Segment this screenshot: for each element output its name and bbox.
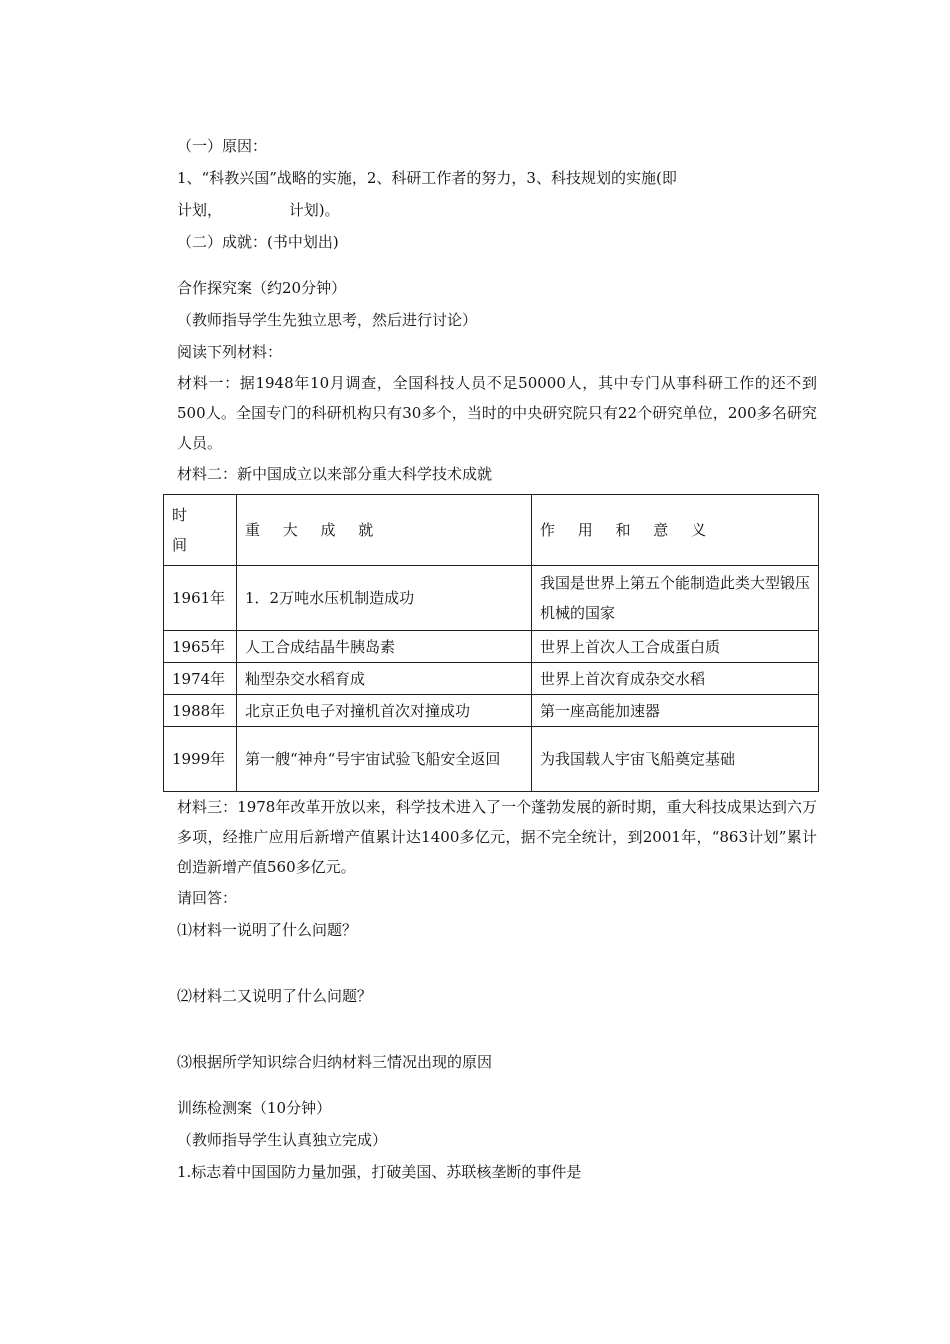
read-prompt: 阅读下列材料： bbox=[177, 343, 283, 361]
cell-achievement: 第一艘“神舟“号宇宙试验飞船安全返回 bbox=[237, 727, 532, 792]
cell-achievement: 籼型杂交水稻育成 bbox=[237, 663, 532, 695]
training-instruction: （教师指导学生认真独立完成） bbox=[177, 1131, 388, 1149]
achievements-table bbox=[163, 494, 819, 792]
cell-achievement: 北京正负电子对撞机首次对撞成功 bbox=[237, 695, 532, 727]
cell-significance: 世界上首次人工合成蛋白质 bbox=[532, 631, 819, 663]
training-title: 训练检测案（10分钟） bbox=[177, 1099, 332, 1117]
cell-significance: 我国是世界上第五个能制造此类大型锻压机械的国家 bbox=[532, 566, 819, 631]
question-3: ⑶根据所学知识综合归纳材料三情况出现的原因 bbox=[177, 1053, 493, 1071]
question-1: ⑴材料一说明了什么问题？ bbox=[177, 921, 358, 939]
table-row bbox=[164, 566, 819, 631]
achievements-heading: （二）成就：(书中划出) bbox=[177, 233, 339, 251]
cell-year: 1988年 bbox=[164, 695, 237, 727]
cell-year: 1999年 bbox=[164, 727, 237, 792]
cell-significance: 为我国载人宇宙飞船奠定基础 bbox=[532, 727, 819, 792]
header-significance: 作 用 和 意 义 bbox=[532, 495, 819, 566]
header-achievement: 重 大 成 就 bbox=[237, 495, 532, 566]
material-2-title: 材料二：新中国成立以来部分重大科学技术成就 bbox=[177, 465, 493, 483]
table-row bbox=[164, 695, 819, 727]
material-1: 材料一：据1948年10月调查，全国科技人员不足50000人，其中专门从事科研工作的还不到500人。全国专门的科研机构只有30多个，当时的中央研究院只有22个研究单位，200多名研究人员。 bbox=[177, 374, 817, 452]
table-row bbox=[164, 631, 819, 663]
cell-significance: 第一座高能加速器 bbox=[532, 695, 819, 727]
table-row bbox=[164, 727, 819, 792]
answer-prompt: 请回答： bbox=[177, 889, 238, 907]
question-2: ⑵材料二又说明了什么问题？ bbox=[177, 987, 373, 1005]
cooperation-title: 合作探究案（约20分钟） bbox=[177, 279, 347, 297]
cell-year: 1961年 bbox=[164, 566, 237, 631]
header-time: 时 间 bbox=[164, 495, 237, 566]
reasons-line-1: 1、“科教兴国”战略的实施，2、科研工作者的努力，3、科技规划的实施(即 bbox=[177, 169, 677, 187]
table-row bbox=[164, 663, 819, 695]
reasons-line-2: 计划， 计划)。 bbox=[177, 201, 340, 219]
cell-significance: 世界上首次育成杂交水稻 bbox=[532, 663, 819, 695]
cell-year: 1974年 bbox=[164, 663, 237, 695]
document-page bbox=[172, 130, 817, 1188]
table-header-row bbox=[164, 495, 819, 566]
material-3: 材料三：1978年改革开放以来，科学技术进入了一个蓬勃发展的新时期，重大科技成果达到六万多项，经推广应用后新增产值累计达1400多亿元，据不完全统计，到2001年，“863计划”累计创造新增产值560多亿元。 bbox=[177, 798, 817, 876]
training-question-1: 1.标志着中国国防力量加强，打破美国、苏联核垄断的事件是 bbox=[177, 1163, 582, 1181]
cell-achievement: 1．2万吨水压机制造成功 bbox=[237, 566, 532, 631]
cooperation-instruction: （教师指导学生先独立思考，然后进行讨论） bbox=[177, 311, 478, 329]
cell-achievement: 人工合成结晶牛胰岛素 bbox=[237, 631, 532, 663]
cell-year: 1965年 bbox=[164, 631, 237, 663]
reasons-heading: （一）原因： bbox=[177, 137, 268, 155]
